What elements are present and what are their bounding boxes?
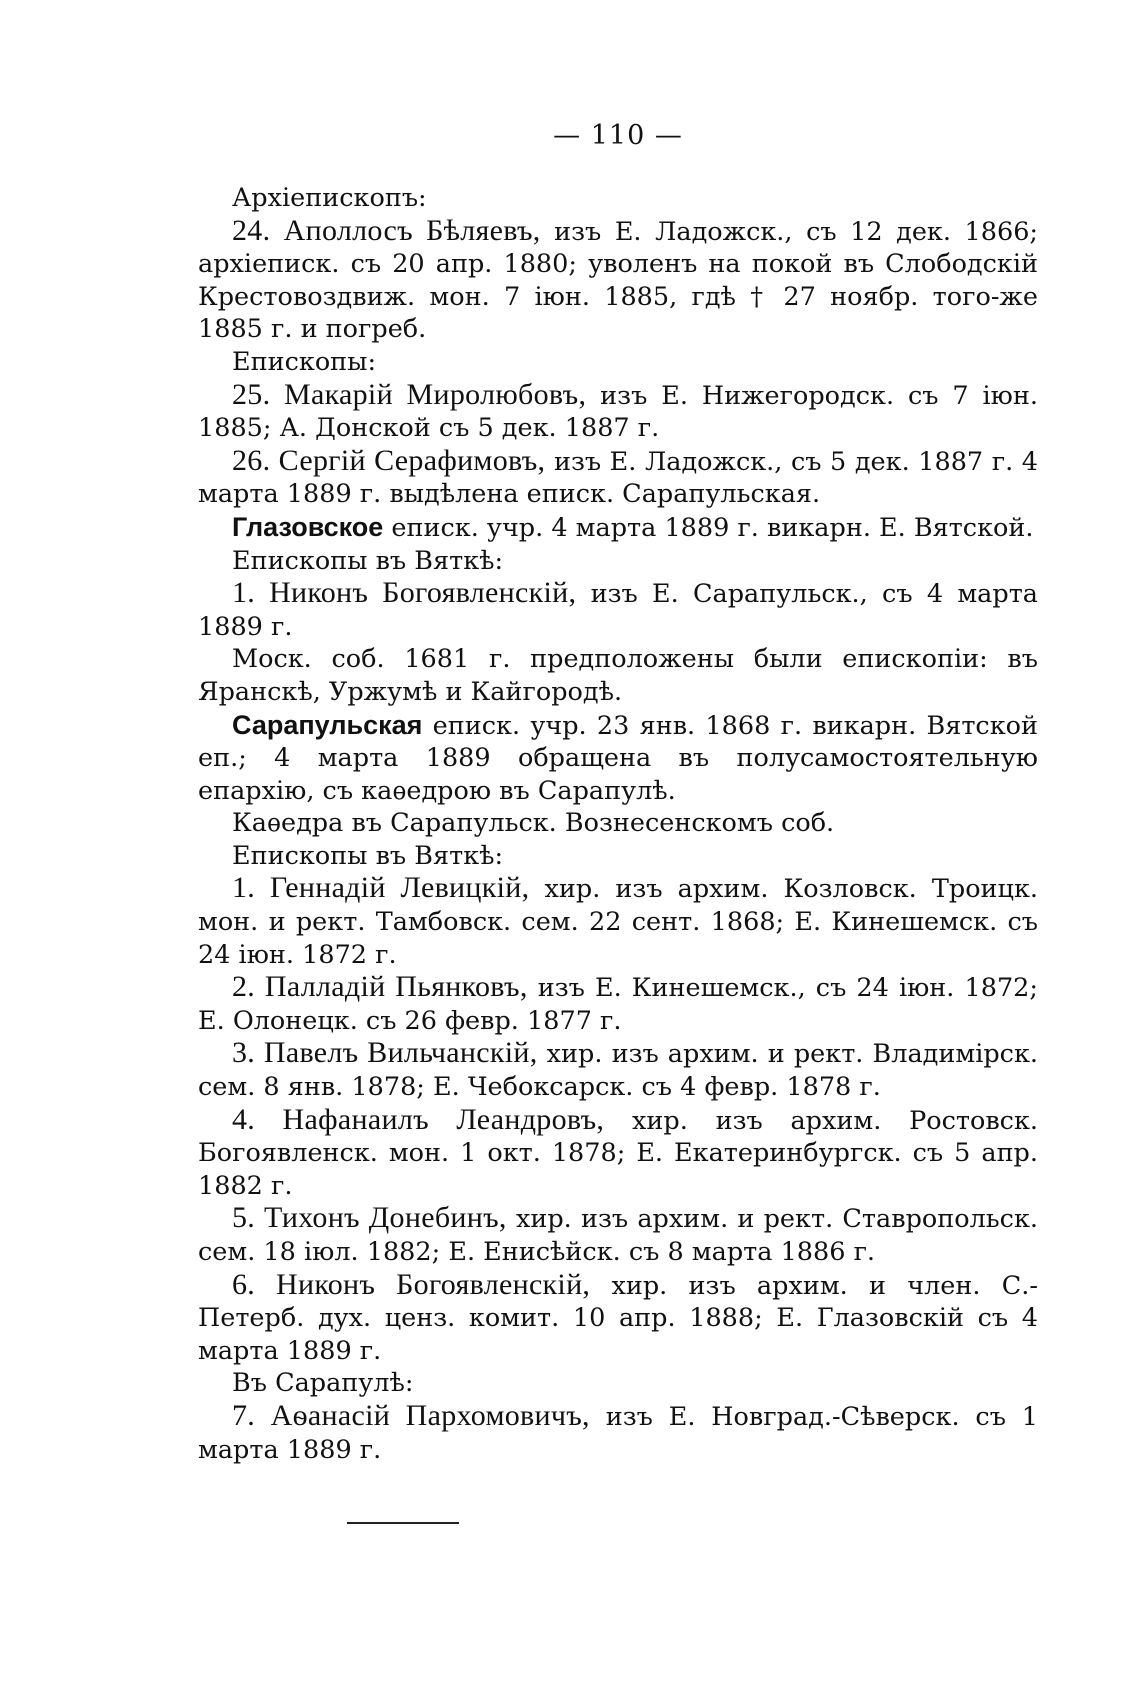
- entry-name: 6. Никонъ Богоявленскій,: [232, 1267, 591, 1301]
- note-cathedra: Каѳедра въ Сарапульск. Вознесенскомъ соб.: [232, 808, 835, 839]
- section-title: Сарапульская: [232, 709, 423, 740]
- entry-sarapul-1: [198, 872, 1038, 971]
- entry-text: изъ Е. Ладожск., съ 5 дек. 1887 г. 4 марта 1889 г. выдѣлена еписк. Сарапульская.: [198, 446, 1039, 510]
- entry-sarapul-6: [198, 1269, 1038, 1368]
- entry-text: изъ Е. Ладожск., съ 12 дек. 1866; архіеписк. съ 20 апр. 1880; уволенъ на покой въ Слободскій Крестовоздвиж. мон. 7 іюн. 1885, гдѣ † 27 ноябр. того-же 1885 г. и погреб.: [198, 216, 1039, 345]
- end-rule: [347, 1522, 459, 1524]
- heading-bishops-vyatka-2: Епископы въ Вяткѣ:: [232, 840, 504, 871]
- heading-archbishop: Архіепископъ:: [232, 183, 427, 213]
- page-text: [198, 182, 1038, 1466]
- entry-sarapul-4: [198, 1104, 1038, 1203]
- entry-24: [198, 215, 1038, 346]
- entry-glazov-1: [198, 577, 1038, 643]
- entry-sarapul-3: [198, 1037, 1038, 1103]
- section-title: Глазовское: [232, 511, 384, 542]
- entry-text: изъ Е. Кинешемск., съ 24 іюн. 1872; Е. Олонецк. съ 26 февр. 1877 г.: [198, 973, 1038, 1036]
- section-sarapul: [198, 709, 1038, 808]
- heading-bishops: Епископы:: [232, 346, 377, 377]
- section-text: еписк. учр. 4 марта 1889 г. викарн. Е. Вятской.: [391, 512, 1034, 543]
- heading-bishops-vyatka: Епископы въ Вяткѣ:: [232, 545, 504, 576]
- entry-text: хир. изъ архим. и рект. Ставропольск. сем. 18 іюл. 1882; Е. Енисѣйск. съ 8 марта 1886 г.: [198, 1204, 1039, 1267]
- entry-name: 1. Никонъ Богоявленскій,: [232, 576, 577, 610]
- book-page: [198, 0, 1038, 1700]
- entry-text: изъ Е. Нижегородск. съ 7 іюн. 1885; А. Донской съ 5 дек. 1887 г.: [198, 380, 1038, 444]
- entry-text: изъ Е. Сарапульск., съ 4 марта 1889 г.: [198, 579, 1039, 642]
- entry-sarapul-7: [198, 1400, 1038, 1466]
- entry-name: 1. Геннадій Левицкій,: [232, 871, 530, 905]
- entry-name: 25. Макарій Миролюбовъ,: [232, 377, 587, 411]
- section-glazov: [198, 511, 1038, 545]
- entry-name: 26. Сергій Серафимовъ,: [232, 443, 546, 477]
- entry-26: [198, 445, 1038, 511]
- entry-name: 4. Нафанаилъ Леандровъ,: [232, 1102, 605, 1136]
- note-moscow-council: Моск. соб. 1681 г. предположены были епископіи: въ Яранскѣ, Уржумѣ и Кайгородѣ.: [198, 644, 1038, 707]
- section-text: еписк. учр. 23 янв. 1868 г. викарн. Вятской еп.; 4 марта 1889 обращена въ полусамостоятельную епархію, съ каѳедрою въ Сарапулѣ.: [198, 710, 1039, 806]
- entry-text: хир. изъ архим. и рект. Владимірск. сем. 8 янв. 1878; Е. Чебоксарск. съ 4 февр. 1878 г.: [198, 1039, 1038, 1103]
- entry-sarapul-2: [198, 971, 1038, 1037]
- entry-name: 7. Аѳанасій Пархомовичъ,: [232, 1398, 590, 1432]
- entry-name: 24. Аполлосъ Бѣляевъ,: [232, 213, 541, 247]
- entry-text: изъ Е. Новград.-Сѣверск. съ 1 марта 1889 г.: [198, 1401, 1039, 1465]
- entry-text: хир. изъ архим. Козловск. Троицк. мон. и рект. Тамбовск. сем. 22 сент. 1868; Е. Кинешемск. съ 24 іюн. 1872 г.: [198, 874, 1038, 970]
- entry-text: хир. изъ архим. Ростовск. Богоявленск. мон. 1 окт. 1878; Е. Екатеринбургск. съ 5 апр. 1882 г.: [198, 1105, 1039, 1201]
- entry-text: хир. изъ архим. и член. С.-Петерб. дух. ценз. комит. 10 апр. 1888; Е. Глазовскій съ 4 марта 1889 г.: [198, 1270, 1038, 1366]
- entry-name: 2. Палладій Пьянковъ,: [232, 970, 528, 1004]
- entry-25: [198, 379, 1038, 445]
- entry-name: 3. Павелъ Вильчанскій,: [232, 1036, 538, 1070]
- entry-sarapul-5: [198, 1202, 1038, 1268]
- page-number: — 110 —: [553, 120, 683, 151]
- heading-in-sarapul: Въ Сарапулѣ:: [232, 1368, 414, 1399]
- entry-name: 5. Тихонъ Донебинъ,: [232, 1201, 507, 1235]
